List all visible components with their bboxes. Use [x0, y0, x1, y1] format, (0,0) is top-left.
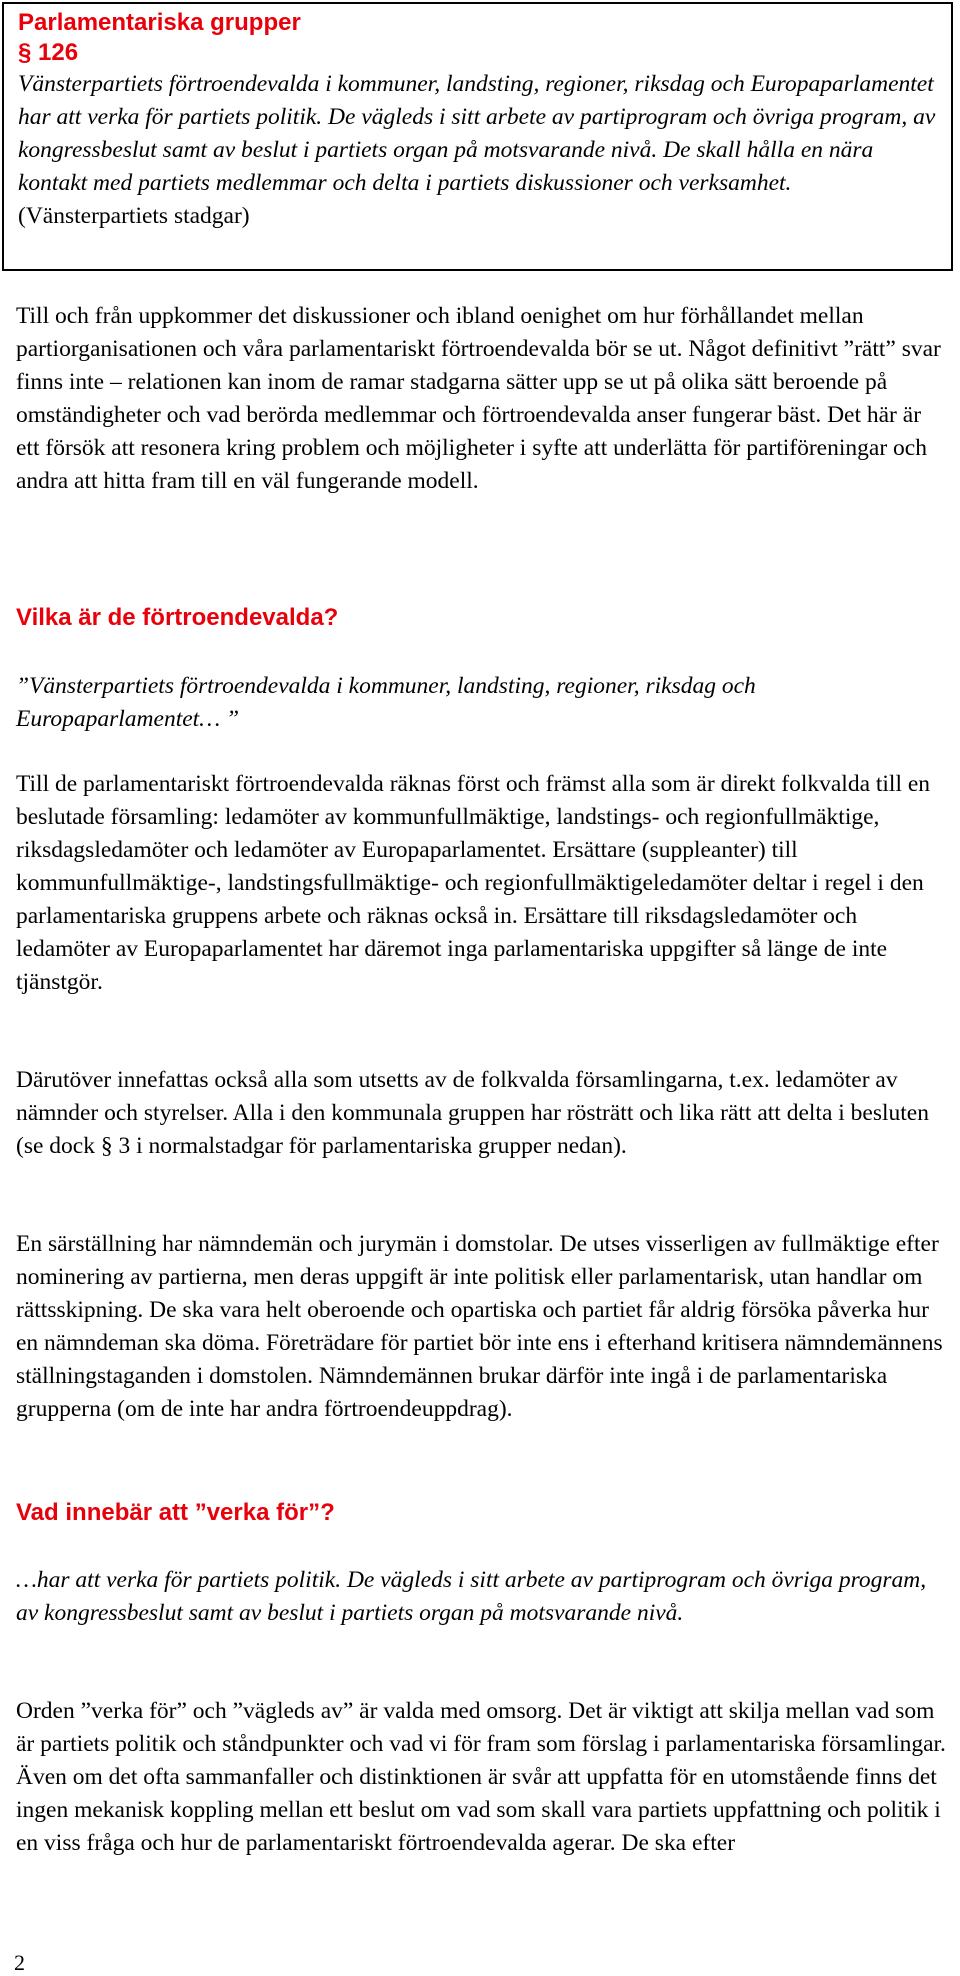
statute-box: [2, 2, 953, 271]
section1-paragraph-3: En särställning har nämndemän och jurymän i domstolar. De utses visserligen av fullmäktige efter nominering av partierna, men deras uppgift är inte politisk eller parlamentarisk, utan handlar om rättsskipning. De ska vara helt oberoende och opartiska och partiet får aldrig försöka påverka hur en nämndeman ska döma. Företrädare för partiet bör inte ens i efterhand kritisera nämndemännens ställningstaganden i domstolen. Nämndemännen brukar därför inte ingå i de parlamentariska grupperna (om de inte har andra förtroendeuppdrag).: [16, 1231, 943, 1422]
section2: [16, 1498, 946, 1528]
section1-heading: Vilka är de förtroendevalda?: [16, 604, 339, 631]
section1-paragraph-1: Till de parlamentariskt förtroendevalda räknas först och främst alla som är direkt folkvalda till en beslutade församling: ledamöter av kommunfullmäktige, landstings- och regionfullmäktige, riksdagsledamöter och ledamöter av Europaparlamentet. Ersättare (suppleanter) till kommunfullmäktige-, landstingsfullmäktige- och regionfullmäktigeledamöter deltar i regel i den parlamentariska gruppens arbete och räknas också in. Ersättare till riksdagsledamöter och ledamöter av Europaparlamentet har däremot inga parlamentariska uppgifter så länge de inte tjänstgör.: [16, 771, 931, 995]
section1: [16, 603, 946, 633]
section2-paragraph-1: Orden ”verka för” och ”vägleds av” är valda med omsorg. Det är viktigt att skilja mellan vad som är partiets politik och ståndpunkter och vad vi för fram som förslag i parlamentariska församlingar. Även om det ofta sammanfaller och distinktionen är svår att uppfatta för en utomstående finns det ingen mekanisk koppling mellan ett beslut om vad som skall vara partiets uppfattning och politik i en viss fråga och hur de parlamentariskt förtroendevalda agerar. De ska efter: [16, 1698, 946, 1856]
statute-source: (Vänsterpartiets stadgar): [18, 203, 250, 229]
page-number: 2: [14, 1950, 25, 1975]
section1-paragraph-2: Därutöver innefattas också alla som utsetts av de folkvalda församlingarna, t.ex. ledamöter av nämnder och styrelser. Alla i den kommunala gruppen har rösträtt och lika rätt att delta i besluten (se dock § 3 i normalstadgar för parlamentariska grupper nedan).: [16, 1067, 929, 1159]
section2-heading: Vad innebär att ”verka för”?: [16, 1499, 335, 1526]
box-heading: Parlamentariska grupper: [18, 9, 301, 36]
section-number: § 126: [18, 39, 79, 66]
statute-text: Vänsterpartiets förtroendevalda i kommuner, landsting, regioner, riksdag och Europaparlamentet har att verka för partiets politik. De vägleds i sitt arbete av partiprogram och övriga program, av kongressbeslut samt av beslut i partiets organ på motsvarande nivå. De skall hålla en nära kontakt med partiets medlemmar och delta i partiets diskussioner och verksamhet.: [18, 71, 936, 196]
intro-paragraph: Till och från uppkommer det diskussioner och ibland oenighet om hur förhållandet mellan partiorganisationen och våra parlamentariskt förtroendevalda bör se ut. Något definitivt ”rätt” svar finns inte – relationen kan inom de ramar stadgarna sätter upp se ut på olika sätt beroende på omständigheter och vad berörda medlemmar och förtroendevalda anser fungerar bäst. Det här är ett försök att resonera kring problem och möjligheter i syfte att underlätta för partiföreningar och andra att hitta fram till en väl fungerande modell.: [16, 303, 941, 494]
section1-quote: ”Vänsterpartiets förtroendevalda i kommuner, landsting, regioner, riksdag och Europaparlamentet… ”: [16, 673, 756, 732]
section2-quote: …har att verka för partiets politik. De vägleds i sitt arbete av partiprogram och övriga program, av kongressbeslut samt av beslut i partiets organ på motsvarande nivå.: [16, 1567, 927, 1626]
